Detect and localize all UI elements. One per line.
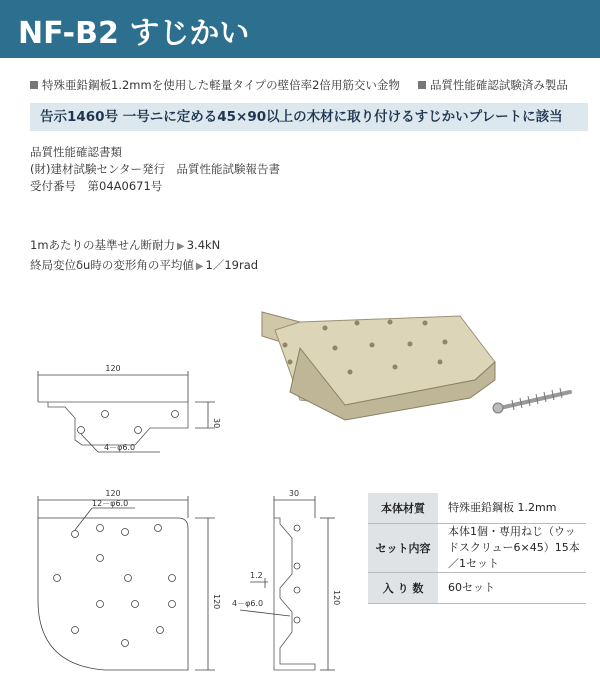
side-height-dim: 120 (332, 590, 341, 606)
description-item-1: 特殊亜鉛鋼板1.2mmを使用した軽量タイプの壁倍率2倍用筋交い金物 (42, 78, 400, 92)
side-width-dim: 30 (288, 489, 300, 498)
cert-line-3: 受付番号 第04A0671号 (30, 179, 163, 193)
front-height-dim: 120 (212, 594, 221, 610)
table-row (368, 493, 586, 524)
table-row (368, 573, 586, 604)
table-label: セット内容 (368, 524, 438, 573)
spec-table (368, 493, 586, 604)
angle-label: 終局変位δu時の変形角の平均値 (30, 258, 194, 272)
table-label: 本体材質 (368, 493, 438, 524)
top-width-dim: 120 (105, 364, 121, 373)
table-value: 本体1個・専用ねじ（ウッドスクリュー6×45）15本／1セット (438, 524, 586, 573)
table-row (368, 524, 586, 573)
triangle-right-icon: ▶ (177, 241, 185, 252)
shear-label: 1mあたりの基準せん断耐力 (30, 238, 176, 252)
product-photo (262, 312, 570, 420)
side-view-drawing (240, 496, 335, 670)
front-width-dim: 120 (105, 489, 121, 498)
triangle-right-icon: ▶ (195, 261, 204, 272)
cert-line-2: (財)建材試験センター発行 品質性能試験報告書 (30, 162, 281, 176)
table-label: 入 り 数 (368, 573, 438, 604)
top-view-drawing (38, 371, 215, 452)
side-hole-label: 4－φ6.0 (232, 599, 264, 608)
cert-line-1: 品質性能確認書類 (30, 145, 122, 159)
description-item-2: 品質性能確認試験済み製品 (429, 78, 568, 92)
table-value: 60セット (438, 573, 586, 604)
notice-banner: 告示1460号 一号ニに定める45×90以上の木材に取り付けるすじかいプレートに該当 (30, 103, 588, 131)
top-height-dim: 30 (212, 418, 221, 429)
table-value: 特殊亜鉛鋼板 1.2mm (438, 493, 586, 524)
page-title: NF-B2 すじかい (18, 16, 250, 51)
shear-value: 3.4kN (186, 238, 221, 252)
side-thickness-dim: 1.2 (250, 571, 263, 580)
angle-value: 1／19rad (205, 258, 259, 272)
front-view-drawing (38, 496, 215, 670)
front-hole-label: 12－φ6.0 (92, 499, 129, 508)
top-hole-label: 4－φ6.0 (104, 443, 136, 452)
